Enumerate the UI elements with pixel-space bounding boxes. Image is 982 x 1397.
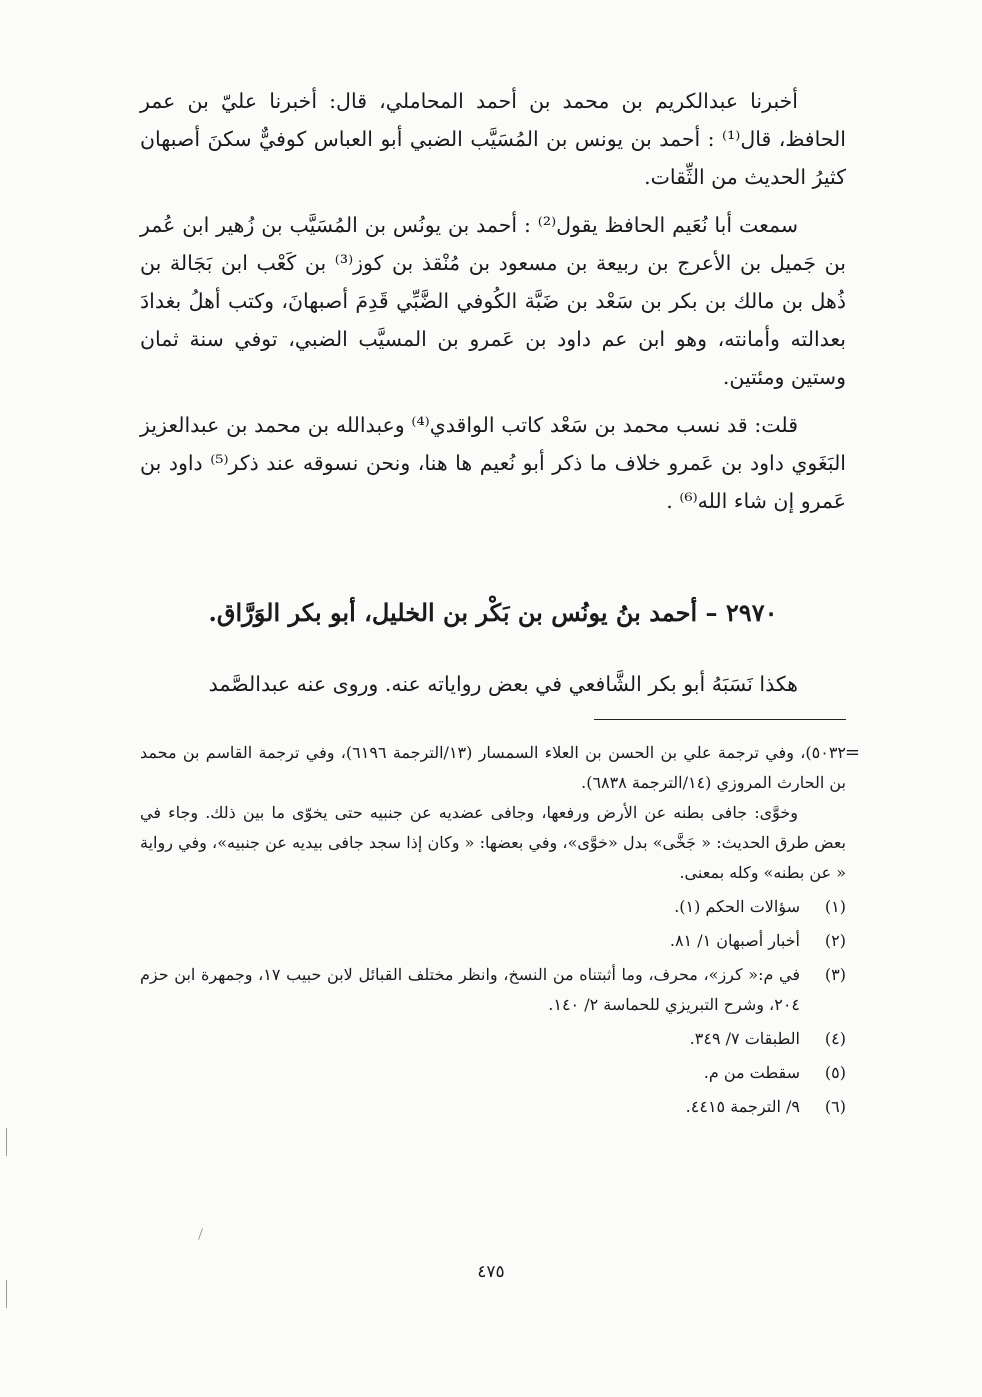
footnote-number: (١) — [824, 897, 846, 916]
footnote-number: (٥) — [824, 1063, 846, 1082]
footnote-item — [140, 1058, 846, 1088]
footnote-number: (٣) — [824, 965, 846, 984]
footnote-continuation-mark: = — [844, 742, 860, 763]
footnote-text: سؤالات الحكم (١). — [674, 897, 800, 916]
footnote-number: (٢) — [824, 931, 846, 950]
footnotes — [140, 738, 846, 1122]
entry-heading: ٢٩٧٠ – أحمد بنُ يونُس بن بَكْر بن الخليل، أبو بكر الوَرَّاق. — [208, 598, 778, 627]
scan-artifact — [6, 1280, 7, 1308]
footnote-text: سقطت من م. — [703, 1063, 800, 1082]
paragraph-3: قلت: قد نسب محمد بن سَعْد كاتب الواقدي⁽⁴⁾ وعبدالله بن محمد بن عبدالعزيز البَغَوي داود بن عَمرو خلاف ما ذكر أبو نُعيم ها هنا، ونحن نسوقه عند ذكر⁽⁵⁾ داود بن عَمرو إن شاء الله⁽⁶⁾ . — [140, 413, 847, 513]
footnote-number: (٦) — [824, 1097, 846, 1116]
footnote-text: أخبار أصبهان ١/ ٨١. — [669, 931, 800, 950]
footnote-number: (٤) — [824, 1029, 846, 1048]
footnote-item — [140, 960, 846, 1020]
footnote-continuation-2: وخوَّى: جافى بطنه عن الأرض ورفعها، وجافى عضديه عن جنبيه حتى يخوّى ما بين ذلك. وجاء في بعض طرق الحديث: « جَخَّى» بدل «خوَّى»، وفي بعضها: « وكان إذا سجد جافى بيديه عن جنبيه»، وفي رواية « عن بطنه» وكله بمعنى. — [140, 803, 846, 882]
heading-paragraph-block — [140, 665, 846, 713]
heading-paragraph: هكذا نَسَبَهُ أبو بكر الشَّافعي في بعض رواياته عنه. وروى عنه عبدالصَّمد — [208, 672, 798, 696]
footnote-item — [140, 926, 846, 956]
footnote-text: في م:« كرز»، محرف، وما أثبتناه من النسخ، وانظر مختلف القبائل لابن حبيب ١٧، وجمهرة ابن حزم ٢٠٤، وشرح التبريزي للحماسة ٢/ ١٤٠. — [140, 965, 801, 1014]
footnote-separator — [594, 719, 846, 720]
scan-artifact — [198, 1228, 203, 1240]
scan-artifact — [6, 1128, 7, 1156]
page-number: ٤٧٥ — [477, 1262, 505, 1282]
paragraph-2: سمعت أبا نُعَيم الحافظ يقول⁽²⁾ : أحمد بن يونُس بن المُسَيَّب بن زُهير ابن عُمر بن جَميل بن الأعرج بن ربيعة بن مسعود بن مُنْقذ بن كوز⁽³⁾ بن كَعْب ابن بَجَالة بن ذُهل بن مالك بن بكر بن سَعْد بن ضَبَّة الكُوفي الضَّبِّي قَدِمَ أصبهانَ، وكتب أهلُ بغدادَ بعدالته وأمانته، وهو ابن عم داود بن عَمرو بن المسيَّب الضبي، توفي سنة ثمان وستين ومئتين. — [140, 213, 846, 389]
main-text — [140, 82, 846, 530]
footnote-text: الطبقات ٧/ ٣٤٩. — [689, 1029, 800, 1048]
footnote-item — [140, 892, 846, 922]
footnote-continuation-1: ٥٠٣٢)، وفي ترجمة علي بن الحسن بن العلاء السمسار (١٣/الترجمة ٦١٩٦)، وفي ترجمة القاسم بن محمد بن الحارث المروزي (١٤/الترجمة ٦٨٣٨). — [140, 743, 847, 792]
paragraph-1: أخبرنا عبدالكريم بن محمد بن أحمد المحاملي، قال: أخبرنا عليّ بن عمر الحافظ، قال⁽¹⁾ : أحمد بن يونس بن المُسَيَّب الضبي أبو العباس كوفيٌّ سكنَ أصبهان كثيرُ الحديث من الثِّقات. — [140, 89, 846, 189]
footnote-text: ٩/ الترجمة ٤٤١٥. — [685, 1097, 800, 1116]
footnote-item — [140, 1024, 846, 1054]
footnote-item — [140, 1092, 846, 1122]
